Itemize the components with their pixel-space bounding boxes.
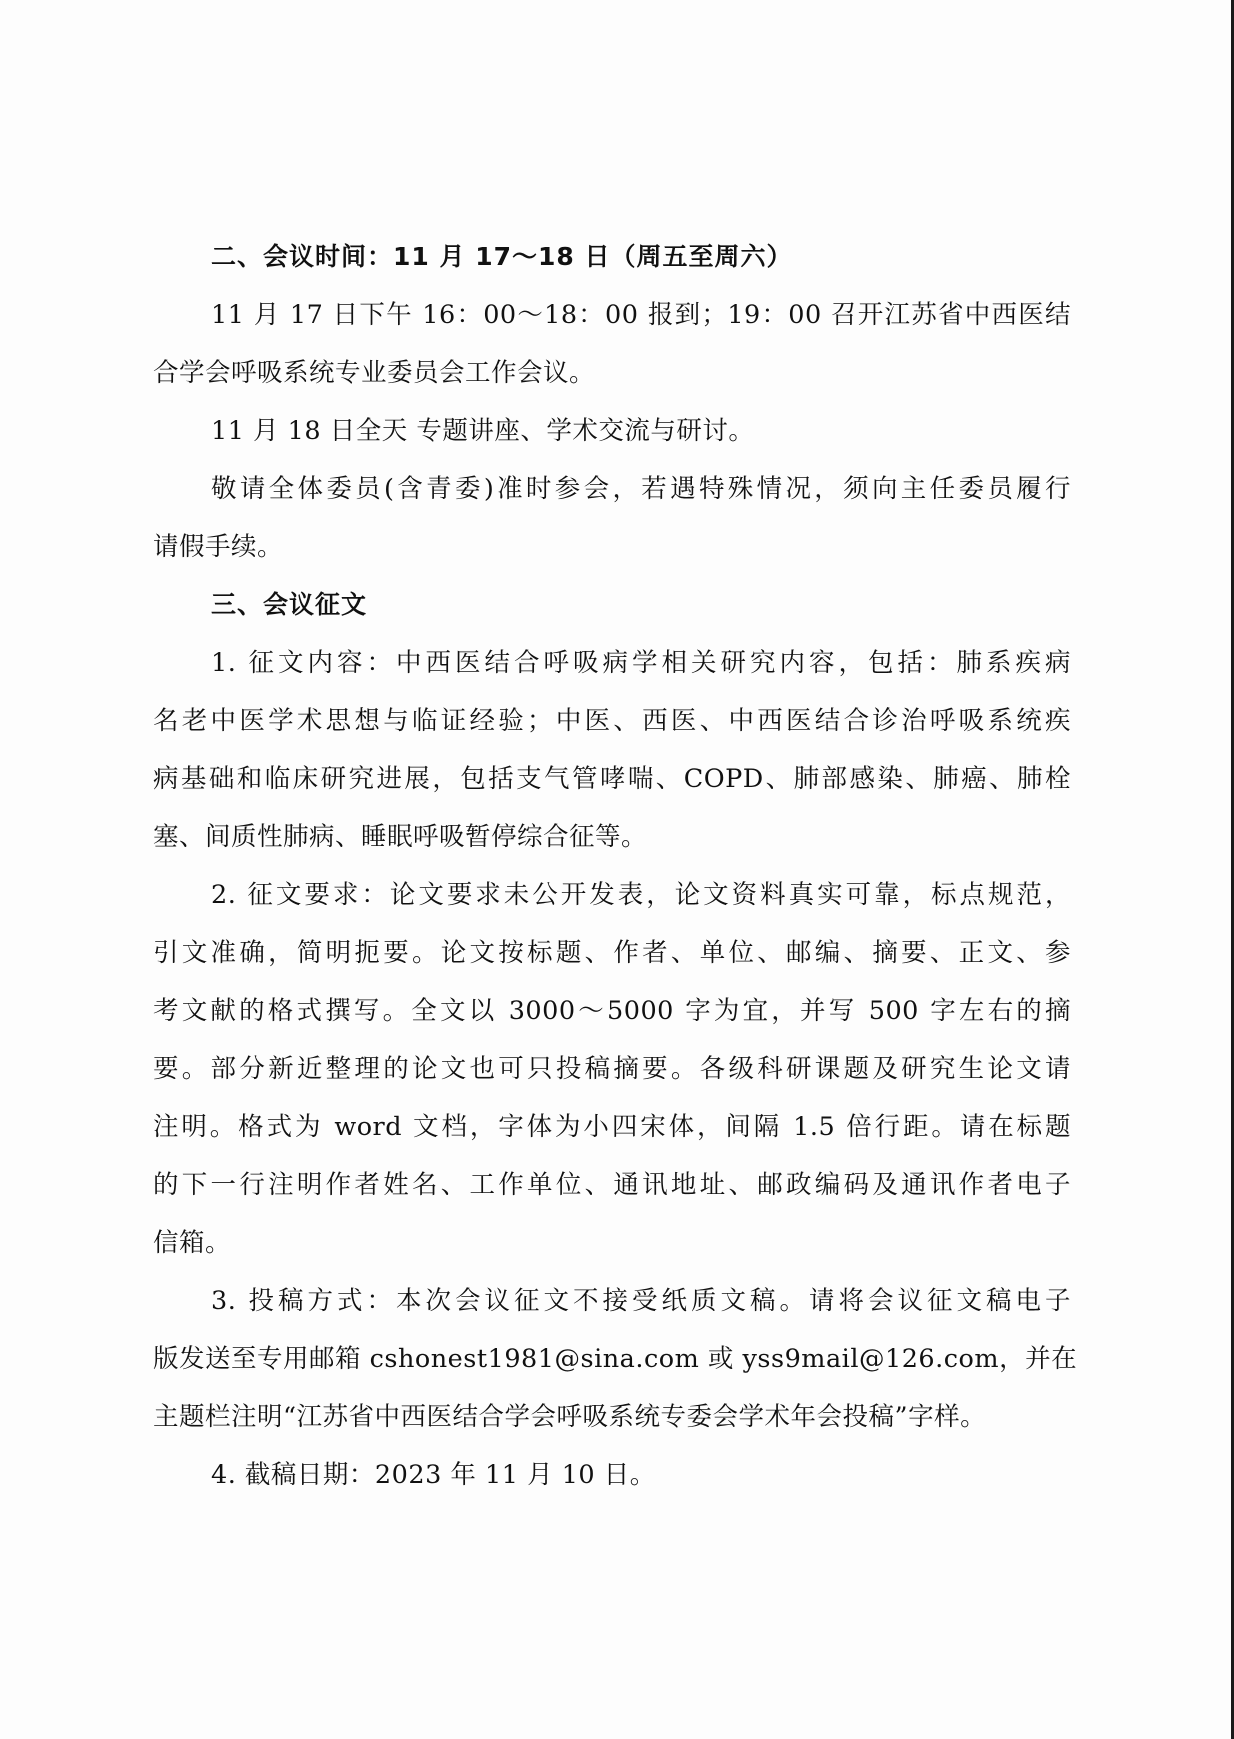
- section-heading-call-for-papers: 三、会议征文: [211, 590, 368, 619]
- paragraph-line: 3. 投稿方式：本次会议征文不接受纸质文稿。请将会议征文稿电子: [211, 1286, 1071, 1316]
- paragraph-line: 考文献的格式撰写。全文以 3000～5000 字为宜，并写 500 字左右的摘: [153, 996, 1071, 1026]
- paragraph-line: 主题栏注明“江苏省中西医结合学会呼吸系统专委会学术年会投稿”字样。: [153, 1402, 987, 1432]
- paragraph-line: 敬请全体委员(含青委)准时参会，若遇特殊情况，须向主任委员履行: [211, 474, 1071, 504]
- paragraph-line: 名老中医学术思想与临证经验；中医、西医、中西医结合诊治呼吸系统疾: [153, 706, 1071, 736]
- section-heading-meeting-time: 二、会议时间：11 月 17～18 日（周五至周六）: [211, 242, 793, 271]
- paragraph-line: 注明。格式为 word 文档，字体为小四宋体，间隔 1.5 倍行距。请在标题: [153, 1112, 1071, 1142]
- paragraph-line: 请假手续。: [153, 532, 284, 562]
- paragraph-line: 11 月 17 日下午 16：00～18：00 报到；19：00 召开江苏省中西医结: [211, 300, 1071, 330]
- paragraph-line: 塞、间质性肺病、睡眠呼吸暂停综合征等。: [153, 822, 648, 852]
- paragraph-line: 病基础和临床研究进展，包括支气管哮喘、COPD、肺部感染、肺癌、肺栓: [153, 764, 1071, 794]
- paragraph-line: 引文准确，简明扼要。论文按标题、作者、单位、邮编、摘要、正文、参: [153, 938, 1071, 968]
- paragraph-line: 1. 征文内容：中西医结合呼吸病学相关研究内容，包括：肺系疾病: [211, 648, 1071, 678]
- paragraph-line: 合学会呼吸系统专业委员会工作会议。: [153, 358, 596, 388]
- paragraph-line: 要。部分新近整理的论文也可只投稿摘要。各级科研课题及研究生论文请: [153, 1054, 1071, 1084]
- paragraph-line: 2. 征文要求：论文要求未公开发表，论文资料真实可靠，标点规范，: [211, 880, 1071, 910]
- document-body: [153, 228, 1078, 1504]
- paragraph-line: 4. 截稿日期：2023 年 11 月 10 日。: [211, 1460, 656, 1490]
- paragraph-line: 信箱。: [153, 1228, 232, 1258]
- paragraph-line: 的下一行注明作者姓名、工作单位、通讯地址、邮政编码及通讯作者电子: [153, 1170, 1071, 1200]
- paragraph-line: 版发送至专用邮箱 cshonest1981@sina.com 或 yss9mail@126.com，并在: [153, 1344, 1078, 1374]
- paragraph-line: 11 月 18 日全天 专题讲座、学术交流与研讨。: [211, 416, 755, 446]
